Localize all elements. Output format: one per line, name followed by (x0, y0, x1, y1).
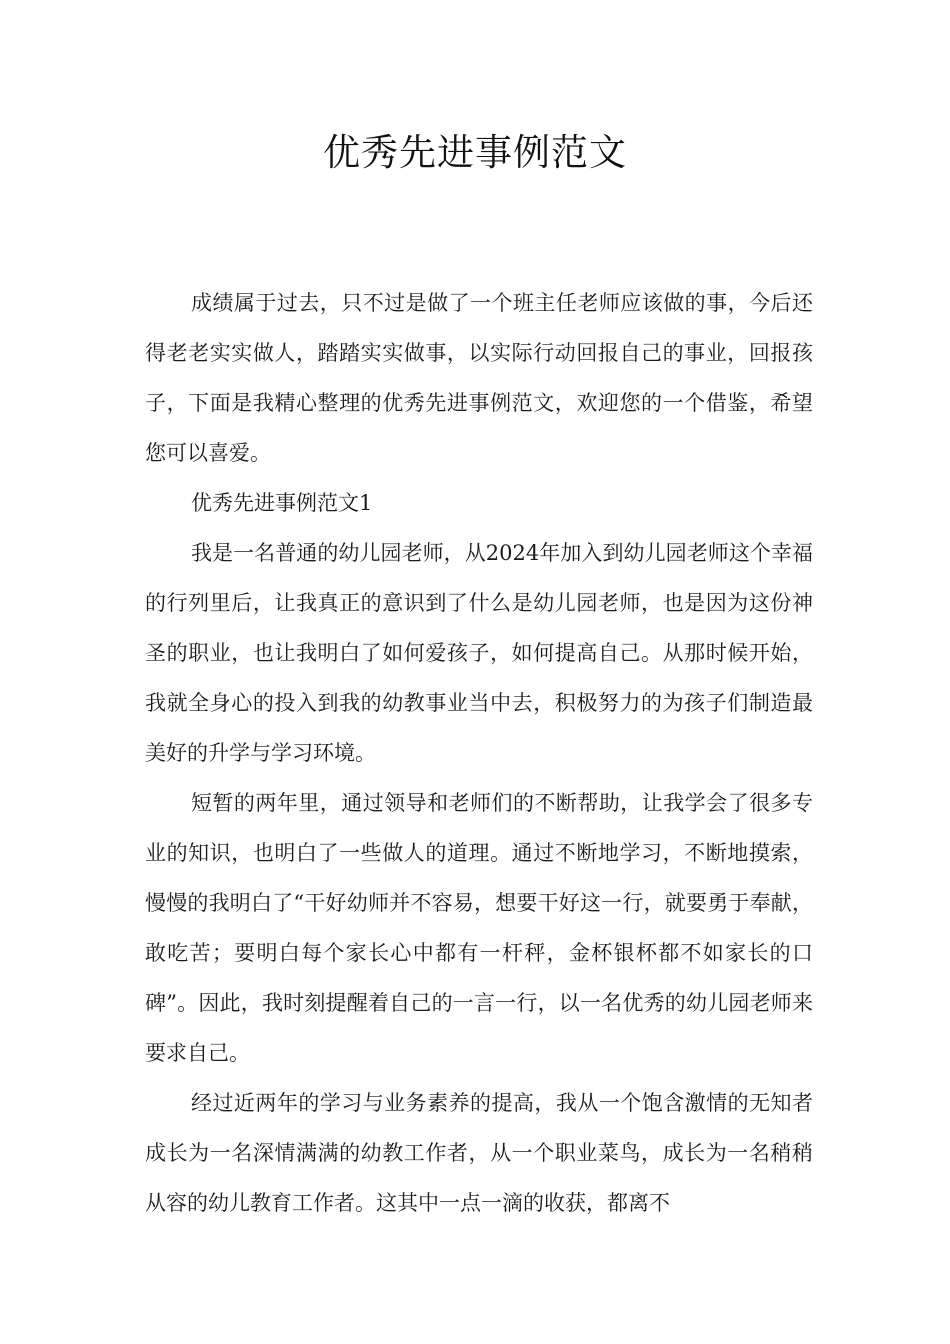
document-title: 优秀先进事例范文 (323, 131, 627, 174)
intro-paragraph: 成绩属于过去，只不过是做了一个班主任老师应该做的事，今后还得老老实实做人，踏踏实实做事，以实际行动回报自己的事业，回报孩子，下面是我精心整理的优秀先进事例范文，欢迎您的一个借鉴，希望您可以喜爱。 (145, 291, 813, 465)
section-heading: 优秀先进事例范文1 (191, 491, 373, 515)
body-paragraph: 短暂的两年里，通过领导和老师们的不断帮助，让我学会了很多专业的知识，也明白了一些做人的道理。通过不断地学习，不断地摸索，慢慢的我明白了“干好幼师并不容易，想要干好这一行，就要勇于奉献，敢吃苦；要明白每个家长心中都有一杆秤，金杯银杯都不如家长的口碑”。因此，我时刻提醒着自己的一言一行，以一名优秀的幼儿园老师来要求自己。 (145, 791, 813, 1065)
document-body (145, 278, 813, 1228)
body-paragraph: 我是一名普通的幼儿园老师，从2024年加入到幼儿园老师这个幸福的行列里后，让我真正的意识到了什么是幼儿园老师，也是因为这份神圣的职业，也让我明白了如何爱孩子，如何提高自己。从那时候开始，我就全身心的投入到我的幼教事业当中去，积极努力的为孩子们制造最美好的升学与学习环境。 (145, 541, 813, 765)
body-paragraph: 经过近两年的学习与业务素养的提高，我从一个饱含激情的无知者成长为一名深情满满的幼教工作者，从一个职业菜鸟，成长为一名稍稍从容的幼儿教育工作者。这其中一点一滴的收获，都离不 (145, 1091, 813, 1215)
